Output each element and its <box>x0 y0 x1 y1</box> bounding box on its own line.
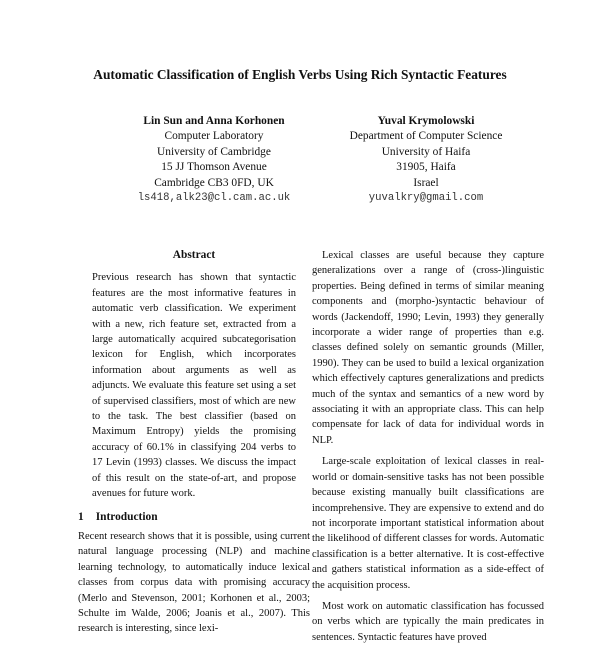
section-number: 1 <box>78 510 84 523</box>
affiliation-line: Department of Computer Science <box>349 130 503 143</box>
abstract-text: Previous research has shown that syntactic features are the most informative features in automatic verb classification. We experiment with a new, rich feature set, extracted from a large automatically acquired subcategorisation lexicon for English, which incorporates information about arguments as well as adjuncts. We evaluate this feature set using a set of supervised classifiers, most of which are new to the task. The best classifier (based on Maximum Entropy) yields the promising accuracy of 60.1% in classifying 204 verbs to 17 Levin (1993) classes. We discuss the impact of this result on the state-of-art, and propose avenues for future work. <box>92 272 296 500</box>
affiliation-line: 15 JJ Thomson Avenue <box>161 161 267 174</box>
author-email: yuvalkry@gmail.com <box>368 192 484 205</box>
right-column <box>312 248 544 651</box>
paper-title: Automatic Classification of English Verbs Using Rich Syntactic Features <box>93 67 507 82</box>
affiliation-line: Computer Laboratory <box>164 130 264 143</box>
affiliation-line: 31905, Haifa <box>396 161 456 174</box>
section-title: Introduction <box>95 510 158 523</box>
abstract-heading: Abstract <box>172 249 216 261</box>
author-block-haifa <box>306 114 546 206</box>
affiliation-line: University of Haifa <box>381 145 471 158</box>
section-heading <box>78 510 310 525</box>
left-column <box>78 248 310 643</box>
body-paragraph: Lexical classes are useful because they capture generalizations over a range of (cross-)linguistic properties. Being defined in terms of similar meaning components and (morpho-)syntactic behaviour of words (Jackendoff, 1990; Levin, 1993) they generally incorporate a wider range of properties than e.g. classes defined solely on semantic grounds (Miller, 1990). They can be used to build a lexical organization which effectively captures generalizations and predicts much of the syntax and semantics of a new word by associating it with an appropriate class. This can help compensate for lack of data for individual words in NLP. <box>312 250 544 446</box>
body-paragraph: Most work on automatic classification has focussed on verbs which are typically the main predicates in sentences. Syntactic features have proved <box>312 600 544 643</box>
body-paragraph: Large-scale exploitation of lexical classes in real-world or domain-sensitive tasks has not been possible because existing manually built classifications are incomprehensive. They are expensive to extend and do not incorporate important statistical information about the likelihood of different classes for words. Automatic classification is a better alternative. It is cost-effective and gathers statistical information as a side-effect of the acquisition process. <box>312 456 544 591</box>
author-email: ls418,alk23@cl.cam.ac.uk <box>137 192 291 205</box>
affiliation-line: University of Cambridge <box>157 145 271 158</box>
author-names: Yuval Krymolowski <box>377 115 475 127</box>
intro-paragraph: Recent research shows that it is possible, using current natural language processing (NLP) and machine learning technology, to automatically induce lexical classes from corpus data with promising accuracy (Merlo and Stevenson, 2001; Korhonen et al., 2003; Schulte im Walde, 2006; Joanis et al., 2007). This research is interesting, since lexi- <box>78 530 310 635</box>
author-names: Lin Sun and Anna Korhonen <box>143 115 285 127</box>
affiliation-line: Cambridge CB3 0FD, UK <box>154 176 274 189</box>
author-block-cambridge <box>94 114 334 206</box>
affiliation-line: Israel <box>413 176 439 189</box>
